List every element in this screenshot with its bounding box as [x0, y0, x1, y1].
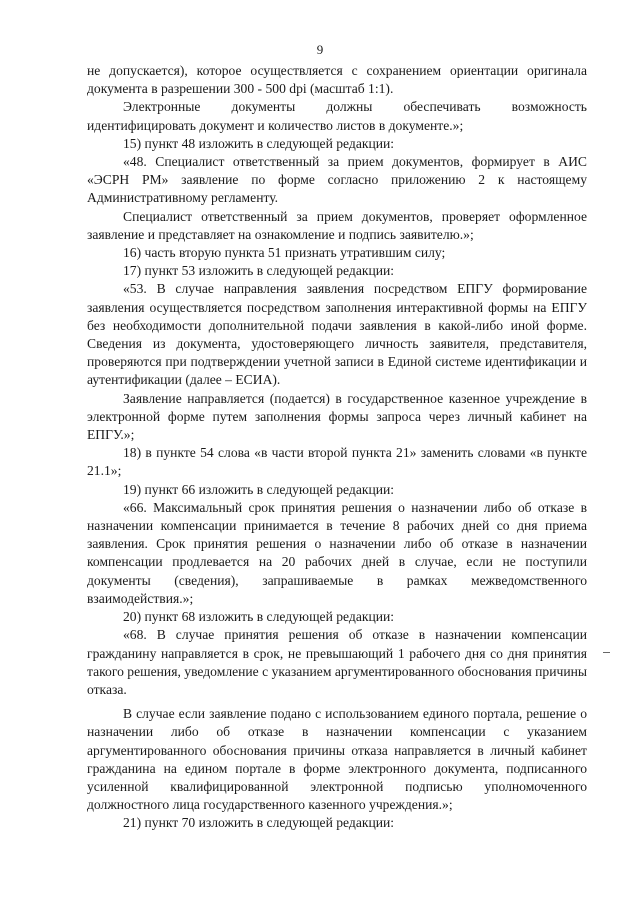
paragraph: Заявление направляется (подается) в государственное казенное учреждение в электронной форме путем заполнения формы запроса через личный кабинет на ЕПГУ.»; [87, 390, 587, 443]
amendment-item-18: 18) в пункте 54 слова «в части второй пункта 21» заменить словами «в пункте 21.1»; [87, 445, 587, 479]
paragraph: не допускается), которое осуществляется с сохранением ориентации оригинала документа в разрешении 300 - 500 dpi (масштаб 1:1). [87, 63, 587, 97]
amendment-item-17: 17) пункт 53 изложить в следующей редакции: [123, 263, 395, 279]
amendment-item-21: 21) пункт 70 изложить в следующей редакции: [123, 815, 395, 831]
amendment-item-20: 20) пункт 68 изложить в следующей редакции: [123, 609, 395, 625]
document-body [87, 62, 587, 833]
paragraph: «66. Максимальный срок принятия решения о назначении либо об отказе в назначении компенсации принимается в течение 8 рабочих дней со дня приема заявления. Срок принятия решения о назначении либо об отказе в назначении компенсации продлевается на 20 рабочих дней в случае, если не поступили документы (сведения), запрашиваемые в рамках межведомственного взаимодействия.»; [87, 499, 587, 606]
amendment-item-16: 16) часть вторую пункта 51 признать утратившим силу; [123, 245, 446, 261]
paragraph: Специалист ответственный за прием документов, проверяет оформленное заявление и представляет на ознакомление и подпись заявителю.»; [87, 208, 587, 242]
paragraph: «53. В случае направления заявления посредством ЕПГУ формирование заявления осуществляется посредством заполнения интерактивной формы на ЕПГУ без необходимости дополнительной подачи заявления в какой-либо иной форме. Сведения из документа, удостоверяющего личность заявителя, представителя, проверяются при подтверждении учетной записи в Единой системе идентификации и аутентификации (далее – ЕСИА). [87, 281, 587, 388]
paragraph: Электронные документы должны обеспечивать возможность идентифицировать документ и количество листов в документе.»; [87, 99, 587, 133]
paragraph: «68. В случае принятия решения об отказе в назначении компенсации гражданину направляется в срок, не превышающий 1 рабочего дня со дня принятия такого решения, уведомление с указанием аргументированного обоснования причины отказа. [87, 627, 587, 697]
amendment-item-19: 19) пункт 66 изложить в следующей редакции: [123, 481, 395, 497]
margin-mark [603, 652, 610, 653]
amendment-item-15: 15) пункт 48 изложить в следующей редакции: [123, 135, 395, 151]
page-number: 9 [316, 42, 324, 57]
paragraph: В случае если заявление подано с использованием единого портала, решение о назначении либо об отказе в назначении компенсации с указанием аргументированного обоснования причины отказа направляется в личный кабинет гражданина на едином портале в форме электронного документа, подписанного усиленной квалифицированной электронной подписью уполномоченного должностного лица государственного казенного учреждения.»; [87, 706, 587, 813]
paragraph: «48. Специалист ответственный за прием документов, формирует в АИС «ЭСРН РМ» заявление по форме согласно приложению 2 к настоящему Административному регламенту. [87, 154, 587, 206]
